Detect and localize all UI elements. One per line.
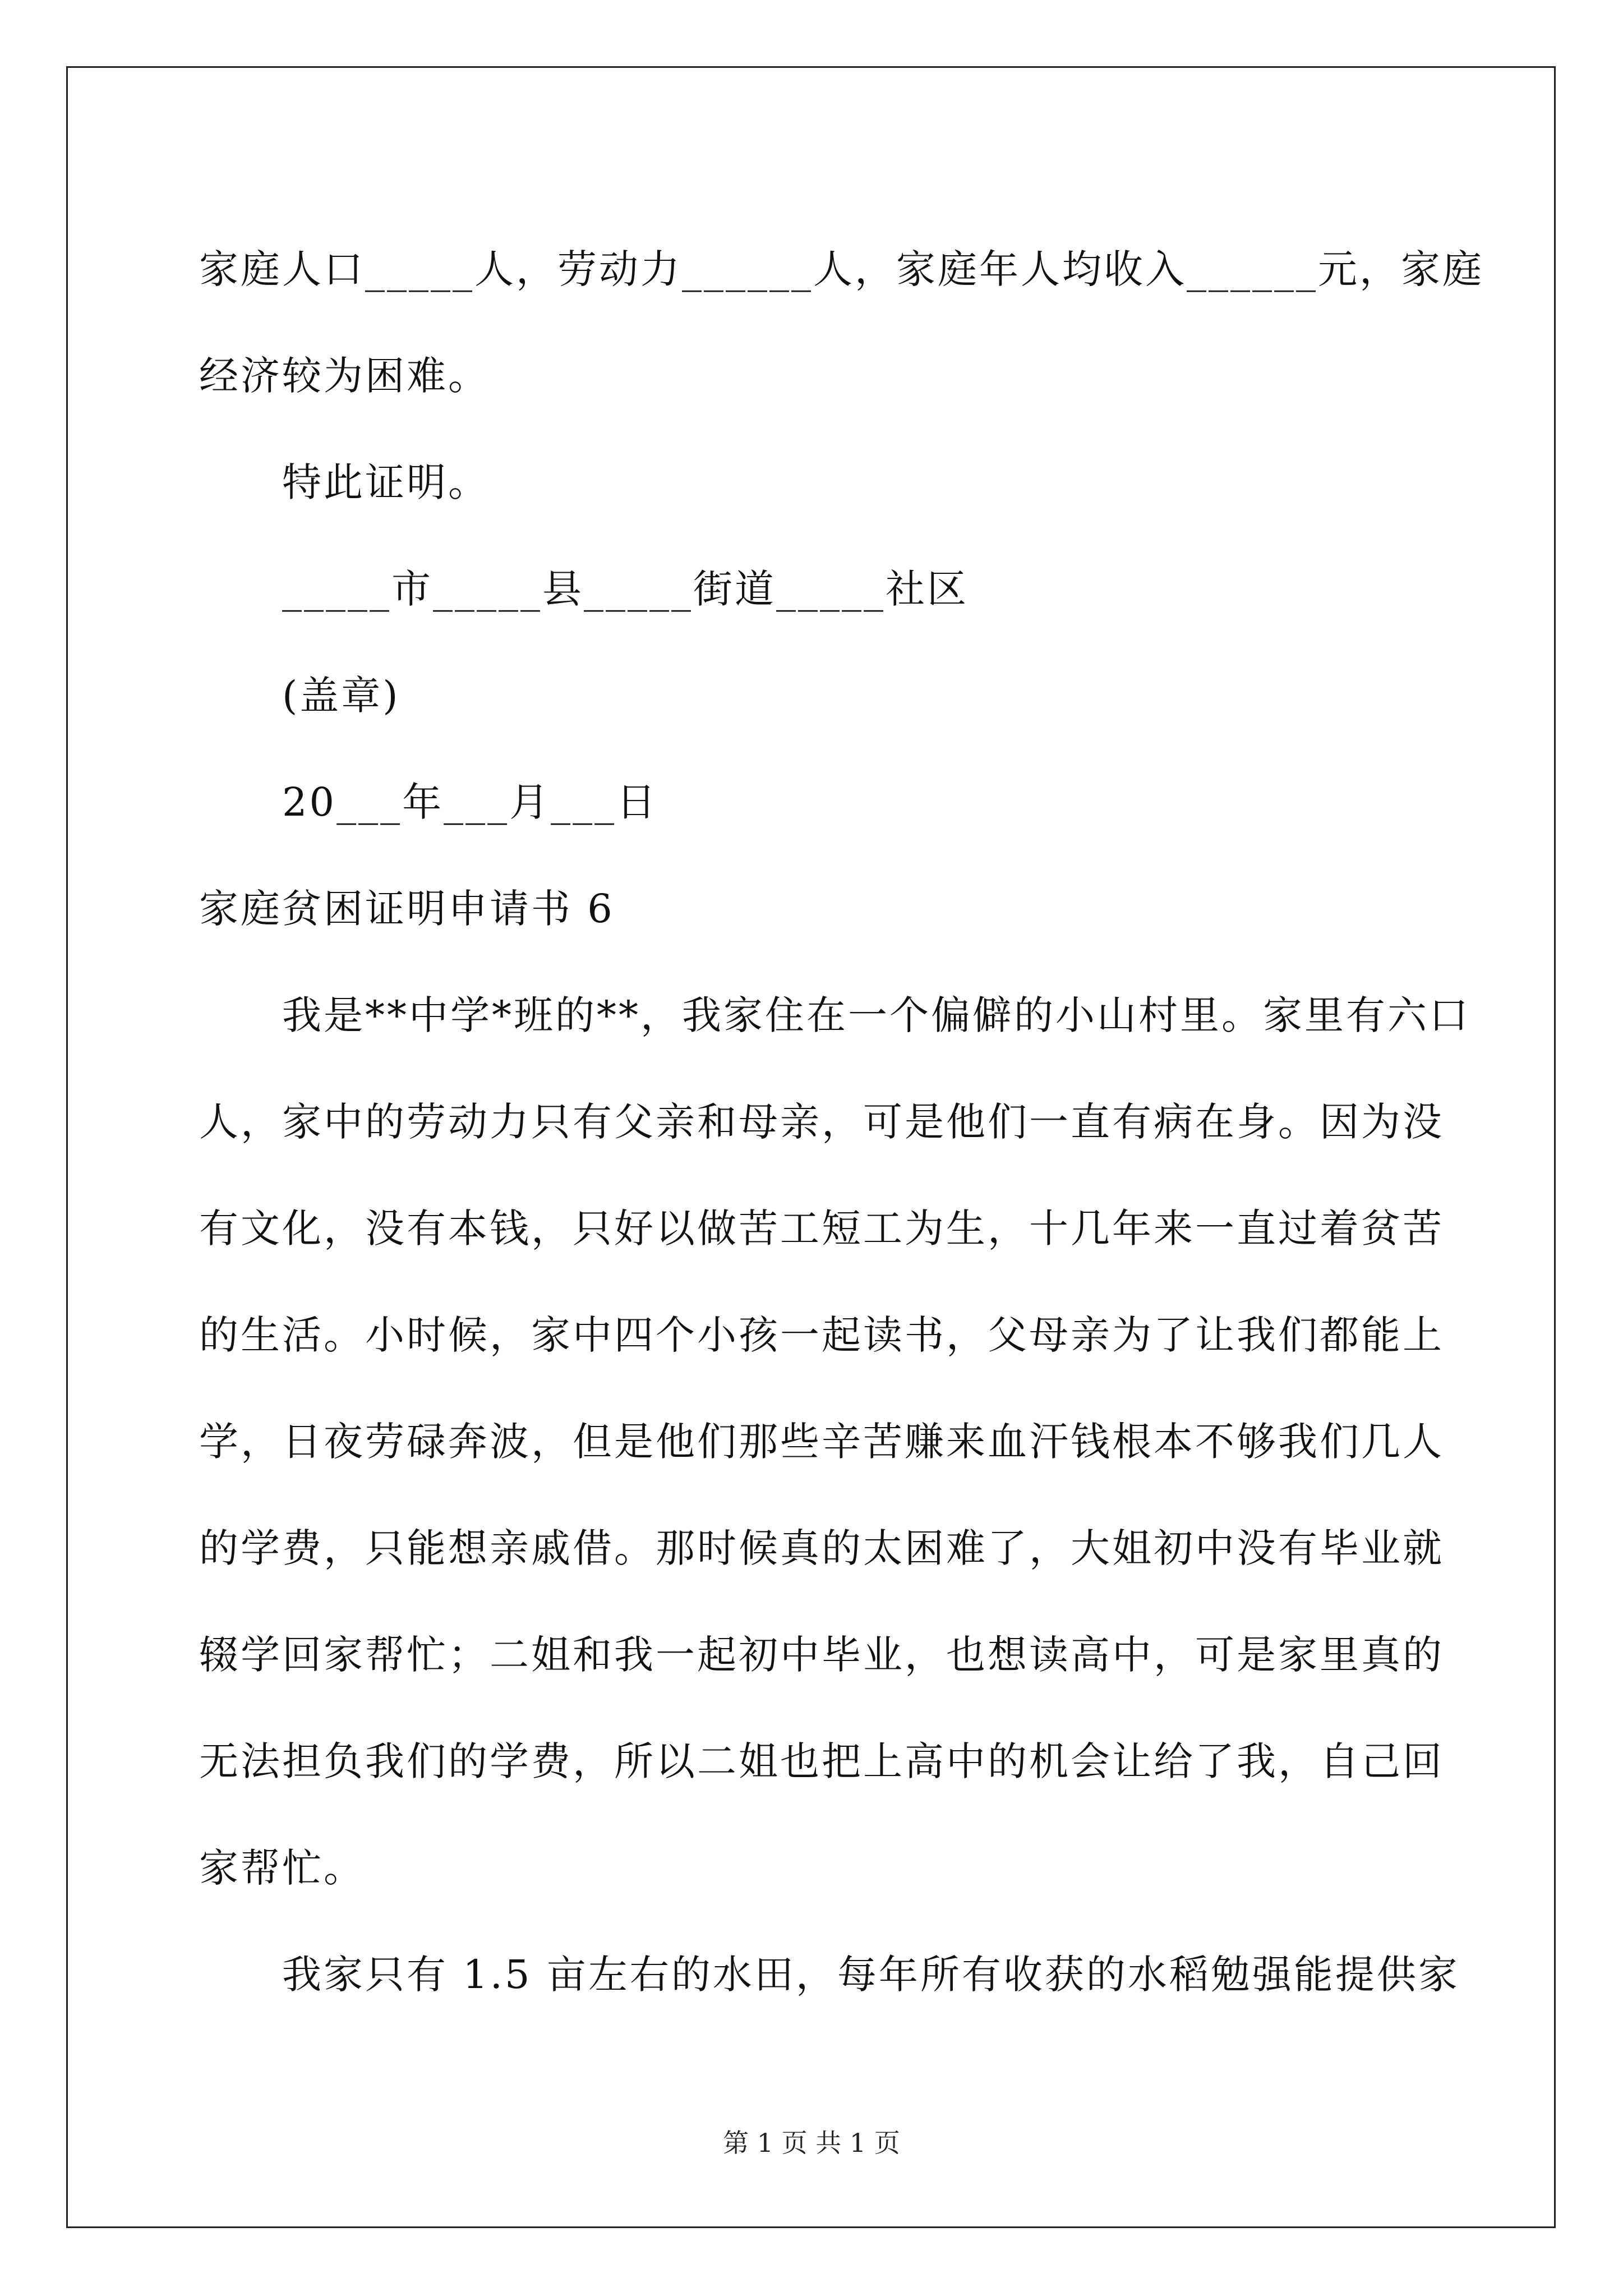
- text-line: 学，日夜劳碌奔波，但是他们那些辛苦赚来血汗钱根本不够我们几人: [199, 1419, 1444, 1465]
- text-line: 我是**中学*班的**，我家住在一个偏僻的小山村里。家里有六口: [282, 992, 1470, 1038]
- text-line: 的生活。小时候，家中四个小孩一起读书，父母亲为了让我们都能上: [199, 1312, 1444, 1358]
- section-title: 家庭贫困证明申请书 6: [199, 886, 615, 932]
- text-line: 有文化，没有本钱，只好以做苦工短工为生，十几年来一直过着贫苦: [199, 1205, 1444, 1251]
- text-line: 无法担负我们的学费，所以二姐也把上高中的机会让给了我，自己回: [199, 1738, 1444, 1784]
- date-line: 20___年___月___日: [282, 779, 658, 825]
- address-line: _____市_____县_____街道_____社区: [282, 566, 969, 612]
- text-line: 经济较为困难。: [199, 353, 490, 399]
- text-line: 人，家中的劳动力只有父亲和母亲，可是他们一直有病在身。因为没: [199, 1099, 1444, 1145]
- seal-line: (盖章): [282, 673, 400, 719]
- text-line: 家庭人口_____人，劳动力______人，家庭年人均收入______元，家庭: [199, 246, 1484, 292]
- document-body: [199, 216, 1484, 2028]
- text-line: 辍学回家帮忙；二姐和我一起初中毕业，也想读高中，可是家里真的: [199, 1632, 1444, 1678]
- text-line: 的学费，只能想亲戚借。那时候真的太困难了，大姐初中没有毕业就: [199, 1525, 1444, 1571]
- text-line: 家帮忙。: [199, 1845, 365, 1891]
- page-number: 第 1 页 共 1 页: [723, 2128, 900, 2158]
- text-line: 我家只有 1.5 亩左右的水田，每年所有收获的水稻勉强能提供家: [282, 1952, 1460, 1998]
- text-line: 特此证明。: [282, 459, 490, 505]
